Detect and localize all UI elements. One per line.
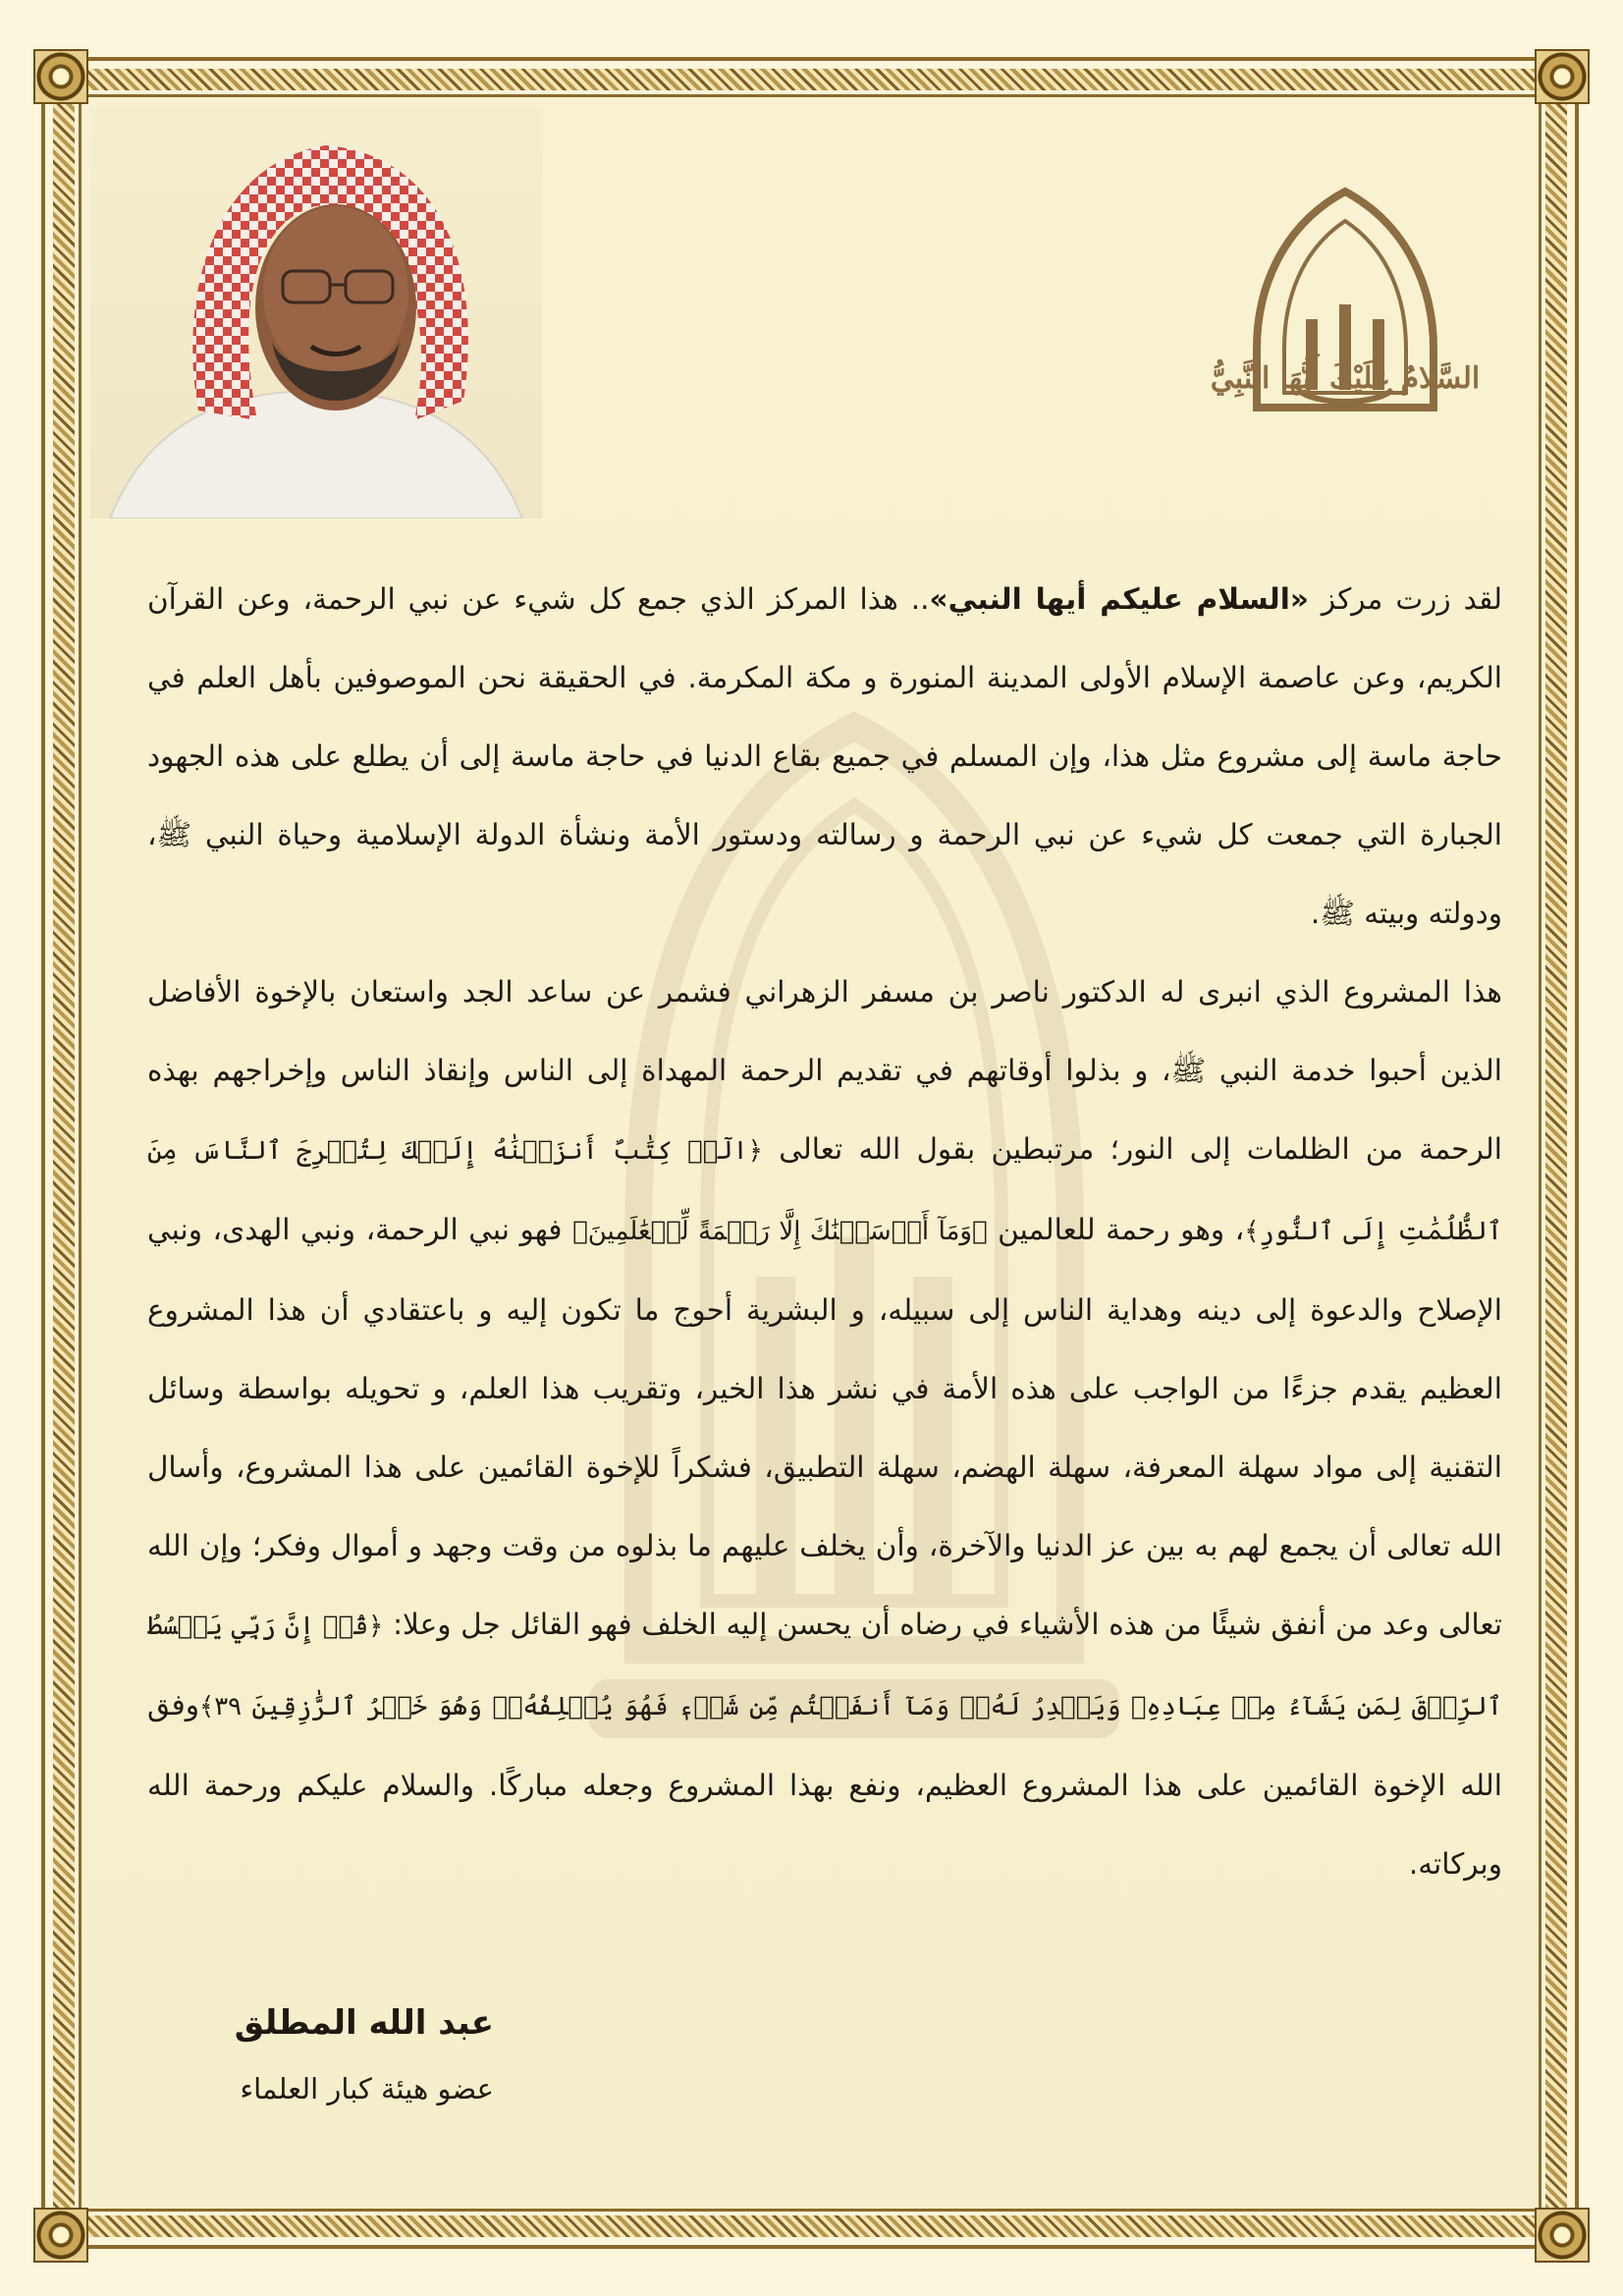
paragraph-2-closing: وفق الله الإخوة القائمين على هذا المشروع العظيم، ونفع بهذا المشروع وجعله مباركًا. والسلام عليكم ورحمة الله وبركاته. bbox=[147, 1688, 1502, 1881]
paragraph-2-mid: ، وهو رحمة للعالمين bbox=[987, 1213, 1245, 1246]
center-name: «السلام عليكم أيها النبي» bbox=[929, 582, 1309, 616]
corner-ornament bbox=[33, 49, 88, 104]
signatory-name: عبد الله المطلق bbox=[234, 2003, 494, 2043]
paragraph-1-text: .. هذا المركز الذي جمع كل شيء عن نبي الرحمة، وعن القرآن الكريم، وعن عاصمة الإسلام الأولى المدينة المنورة و مكة المكرمة. في الحقيقة نحن الموصوفين بأهل العلم في حاجة ماسة إلى مشروع مثل هذا، وإن المسلم في جميع بقاع الدنيا في حاجة ماسة إلى أن يطلع على هذه الجهود الجبارة التي جمعت كل شيء عن نبي الرحمة و رسالته ودستور الأمة ونشأة الدولة الإسلامية وحياة النبي ﷺ، ودولته وبيته ﷺ. bbox=[147, 582, 1502, 930]
paragraph-1-intro: لقد زرت مركز bbox=[1308, 582, 1502, 616]
paragraph-2 bbox=[147, 953, 1502, 1903]
center-logo bbox=[1208, 182, 1483, 457]
paragraph-1 bbox=[147, 560, 1502, 953]
corner-ornament bbox=[1535, 2208, 1590, 2263]
portrait-photo bbox=[90, 106, 542, 519]
corner-ornament bbox=[1535, 49, 1590, 104]
logo-caption: السَّلامُ عَلَيْكَ أَيُّهَا النَّبِيُّ bbox=[1210, 361, 1481, 396]
signature-block bbox=[170, 2003, 494, 2105]
paragraph-2-body: فهو نبي الرحمة، ونبي الهدى، ونبي الإصلاح والدعوة إلى دينه وهداية الناس إلى سبيله، و البشرية أحوج ما تكون إليه و باعتقادي أن هذا المشروع العظيم يقدم جزءًا من الواجب على هذه الأمة في نشر هذا الخير، وتقريب هذا العلم، و تحويله بواسطة وسائل التقنية إلى مواد سهلة المعرفة، سهلة الهضم، سهلة التطبيق، فشكراً للإخوة القائمين على هذا المشروع، وأسال الله تعالى أن يجمع لهم به بين عز الدنيا والآخرة، وأن يخلف عليهم ما بذلوه من وقت وجهد و أموال وفكر؛ وإن الله تعالى وعد من أنفق شيئًا من هذه الأشياء في رضاه أن يحسن إليه الخلف فهو القائل جل وعلا: bbox=[147, 1213, 1502, 1641]
paragraph-2-text: هذا المشروع الذي انبرى له الدكتور ناصر بن مسفر الزهراني فشمر عن ساعد الجد واستعان بالإخوة الأفاضل الذين أحبوا خدمة النبي ﷺ، و بذلوا أوقاتهم في تقديم الرحمة المهداة إلى الناس وإنقاذ الناس وإخراجهم بهذه الرحمة من الظلمات إلى النور؛ مرتبطين بقول الله تعالى bbox=[147, 975, 1502, 1166]
signatory-title: عضو هيئة كبار العلماء bbox=[240, 2072, 494, 2105]
letter-body bbox=[147, 560, 1502, 1903]
quran-verse-3: ﴿قُلۡ إِنَّ رَبِّي يَبۡسُطُ ٱلرِّزۡقَ لِمَن يَشَآءُ مِنۡ عِبَادِهِۦ وَيَقۡدِرُ لَهُۥۚ وَمَآ أَنفَقۡتُم مِّن شَيۡءٖ فَهُوَ يُخۡلِفُهُۥۖ وَهُوَ خَيۡرُ ٱلرَّٰزِقِينَ ٣٩﴾ bbox=[147, 1612, 1502, 1722]
corner-ornament bbox=[33, 2208, 88, 2263]
quran-verse-2: ﴿وَمَآ أَرۡسَلۡنَٰكَ إِلَّا رَحۡمَةً لِّلۡعَٰلَمِينَ﴾ bbox=[572, 1217, 988, 1246]
quran-verse-1: ﴿الٓرۚ كِتَٰبٌ أَنزَلۡنَٰهُ إِلَيۡكَ لِتُخۡرِجَ ٱلنَّاسَ مِنَ ٱلظُّلُمَٰتِ إِلَى ٱلنُّورِ﴾ bbox=[147, 1136, 1503, 1246]
